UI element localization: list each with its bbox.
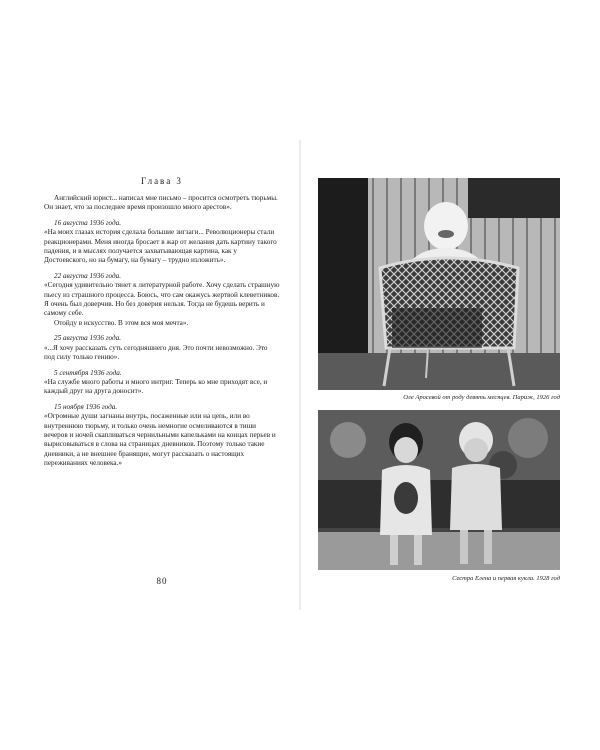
photo-baby-in-wicker-chair xyxy=(318,178,560,390)
diary-entry xyxy=(44,334,280,362)
body-text xyxy=(44,194,280,469)
entry-date: 22 августа 1936 года. xyxy=(54,271,122,280)
page-number: 80 xyxy=(156,576,168,586)
children-photo-illustration xyxy=(318,410,560,570)
diary-entry xyxy=(44,403,280,469)
entry-paragraph: «...Я хочу рассказать суть сегодняшнего дня. Это почти невозможно. Это под силу только гению». xyxy=(44,343,268,362)
entry-date: 25 августа 1936 года. xyxy=(54,334,122,343)
left-page xyxy=(44,176,280,596)
entry-paragraph: «Сегодня удивительно тянет к литературной работе. Хочу сделать страшную пьесу из страшного процесса. Боюсь, что сам окажусь жертвой клеветников. Я очень был доверчив. Но без доверия нельзя. Тогда не будешь верить и самому себе. xyxy=(44,281,280,318)
entry-date: 15 ноября 1936 года. xyxy=(54,402,118,411)
entry-date: 16 августа 1936 года. xyxy=(54,218,122,227)
photo-two-children xyxy=(318,410,560,570)
entry-paragraph: «Огромные души загнаны внутрь, посаженные или на цепь, или во внутреннюю тюрьму, и только очень немногие осмеливаются в тиши вечеров и ночей скапливаться чернильными капельками на концах перьев и вырисовываться в слова на страницах дневников. Поэтому только такие дневники, а не внешнее бранящие, могут рассказать о настоящих переживаниях человека.» xyxy=(44,412,276,468)
chapter-heading: Глава 3 xyxy=(141,176,183,186)
entry-date: 5 сентября 1936 года. xyxy=(54,368,122,377)
diary-entry xyxy=(44,369,280,397)
entry-paragraph: Отойду в искусство. В этом вся моя мечта». xyxy=(54,318,189,327)
diary-entry xyxy=(44,219,280,266)
photo-caption: Оле Аросевой от роду девять месяцев. Париж, 1926 год xyxy=(403,394,560,401)
intro-paragraph: Английский юрист... написал мне письмо – просится осмотреть тюрьмы. Он знает, что за последнее время произошло много арестов». xyxy=(44,194,278,212)
page-gutter xyxy=(299,140,301,610)
entry-paragraph: «На моих глазах история сделала большие зигзаги... Революционеры стали реакционерами. Меня иногда бросает в жар от желания дать картину такого падения, и в мыслях получается захватывающая картина, как у Достоевского, но на бумагу, на бумагу – трудно изложить». xyxy=(44,228,277,265)
photo-caption: Сестра Елена и первая кукла. 1928 год xyxy=(452,575,560,582)
baby-photo-illustration xyxy=(318,178,560,390)
entry-paragraph: «На службе много работы и много интриг. Теперь ко мне приходят все, и каждый друг на друга доносит». xyxy=(44,377,268,396)
diary-entry xyxy=(44,272,280,328)
